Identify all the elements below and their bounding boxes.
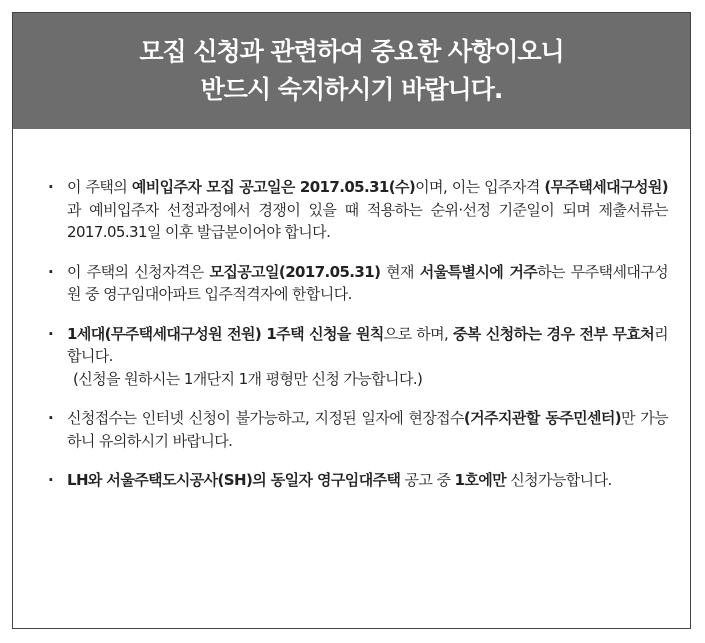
bullet-dot-icon: · bbox=[48, 409, 54, 427]
notice-box bbox=[12, 12, 691, 629]
bullet-dot-icon: · bbox=[48, 471, 54, 489]
notice-item-1 bbox=[35, 176, 668, 244]
notice-header bbox=[13, 13, 690, 129]
header-title-line-1: 모집 신청과 관련하여 중요한 사항이오니 bbox=[139, 37, 564, 66]
item-note: (신청을 원하시는 1개단지 1개 평형만 신청 가능합니다.) bbox=[73, 369, 423, 388]
item-text: LH와 서울주택도시공사(SH)의 동일자 영구임대주택 공고 중 1호에만 신청가능합니다. bbox=[67, 471, 612, 489]
bullet-dot-icon: · bbox=[48, 262, 54, 281]
notice-item-4 bbox=[35, 407, 668, 452]
notice-item-5 bbox=[35, 469, 668, 492]
item-text: 신청접수는 인터넷 신청이 불가능하고, 지정된 일자에 현장접수(거주지관할 동주민센터)만 가능하니 유의하시기 바랍니다. bbox=[67, 409, 668, 450]
bullet-dot-icon: · bbox=[48, 324, 54, 343]
item-text: 이 주택의 신청자격은 모집공고일(2017.05.31) 현재 서울특별시에 거주하는 무주택세대구성원 중 영구임대아파트 입주적격자에 한합니다. bbox=[67, 262, 669, 303]
notice-body bbox=[13, 129, 690, 492]
header-title-line-2: 반드시 숙지하시기 바랍니다. bbox=[200, 75, 503, 104]
notice-item-2 bbox=[35, 261, 668, 306]
item-text: 이 주택의 예비입주자 모집 공고일은 2017.05.31(수)이며, 이는 입주자격 (무주택세대구성원)과 예비입주자 선정과정에서 경쟁이 있을 때 적용하는 순위·선정 기준일이 되며 제출서류는 2017.05.31일 이후 발급분이어야 합니다. bbox=[67, 178, 668, 241]
notice-item-3 bbox=[35, 323, 668, 391]
item-text: 1세대(무주택세대구성원 전원) 1주택 신청을 원칙으로 하며, 중복 신청하는 경우 전부 무효처리 합니다. bbox=[67, 324, 668, 365]
bullet-dot-icon: · bbox=[48, 178, 54, 196]
